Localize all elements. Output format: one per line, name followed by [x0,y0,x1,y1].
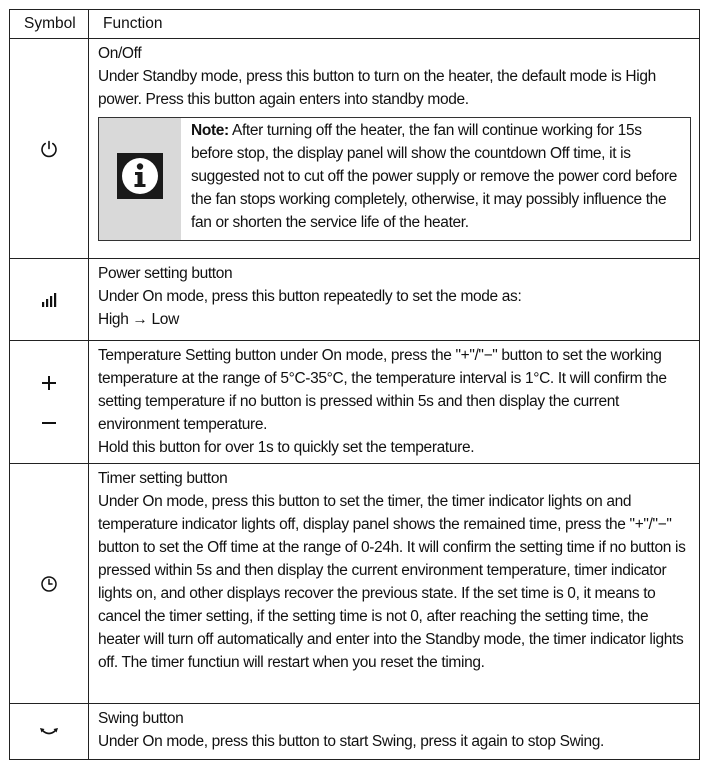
note-icon-area [99,118,181,240]
header-function: Function [89,10,700,39]
row-title: On/Off [98,45,142,62]
row-text-2: High → Low [98,311,179,328]
symbol-cell [10,464,89,704]
row-title: Swing button [98,710,184,727]
row-title: Power setting button [98,265,233,282]
minus-icon [40,413,58,431]
swing-icon [10,725,88,739]
symbol-cell [10,704,89,760]
row-text: Temperature Setting button under On mode, press the "+"/"−" button to set the working temperature at the range of 5°C-35°C, the temperature interval is 1°C. It will confirm the setting temperature if no button is pressed within 5s and then display the current environment temperature. [98,347,667,433]
symbol-cell [10,39,89,259]
row-text: Under On mode, press this button to start Swing, press it again to stop Swing. [98,733,604,750]
table-row [10,39,700,259]
table-header-row [10,10,700,39]
row-text: Under On mode, press this button to set the timer, the timer indicator lights on and temperature indicator lights off, display panel shows the remained time, press the "+"/"−" button to set the Off time at the range of 0-24h. It will confirm the setting time if no button is pressed within 5s and then display the current environment temperature, timer indicator lights on, and other displays recover the previous state. If the set time is 0, it means to cancel the timer setting, if the setting time is not 0, after reaching the setting time, the heater will turn off automatically and enter into the Standby mode, the timer indicator lights off. The timer functiun will restart when you reset the timing. [98,493,686,671]
row-text: Under Standby mode, press this button to turn on the heater, the default mode is High power. Press this button again enters into standby mode. [98,68,656,108]
clock-icon [10,574,88,594]
note-body: After turning off the heater, the fan will continue working for 15s before stop, the display panel will show the countdown Off time, it is suggested not to cut off the power supply or remove the power cord before the fan stops working completely, otherwise, it may possibly influence the fan or shorten the service life of the heater. [191,122,677,231]
note-text [181,118,690,240]
plus-icon [40,374,58,397]
row-text-2: Hold this button for over 1s to quickly set the temperature. [98,439,475,456]
function-cell [89,464,700,704]
table-row [10,259,700,341]
function-cell [89,341,700,464]
function-cell [89,39,700,259]
table-row [10,464,700,704]
note-box [98,117,691,241]
symbol-cell [10,259,89,341]
function-cell [89,704,700,760]
function-table [9,9,700,760]
function-cell [89,259,700,341]
row-title: Timer setting button [98,470,228,487]
symbol-cell [10,341,89,464]
row-text: Under On mode, press this button repeatedly to set the mode as: [98,288,522,305]
power-icon [10,139,88,159]
table-row [10,341,700,464]
note-label: Note: [191,122,229,139]
info-icon [117,153,163,206]
signal-bars-icon [10,291,88,309]
header-symbol: Symbol [10,10,89,39]
plus-minus-icon [10,374,88,431]
table-row [10,704,700,760]
